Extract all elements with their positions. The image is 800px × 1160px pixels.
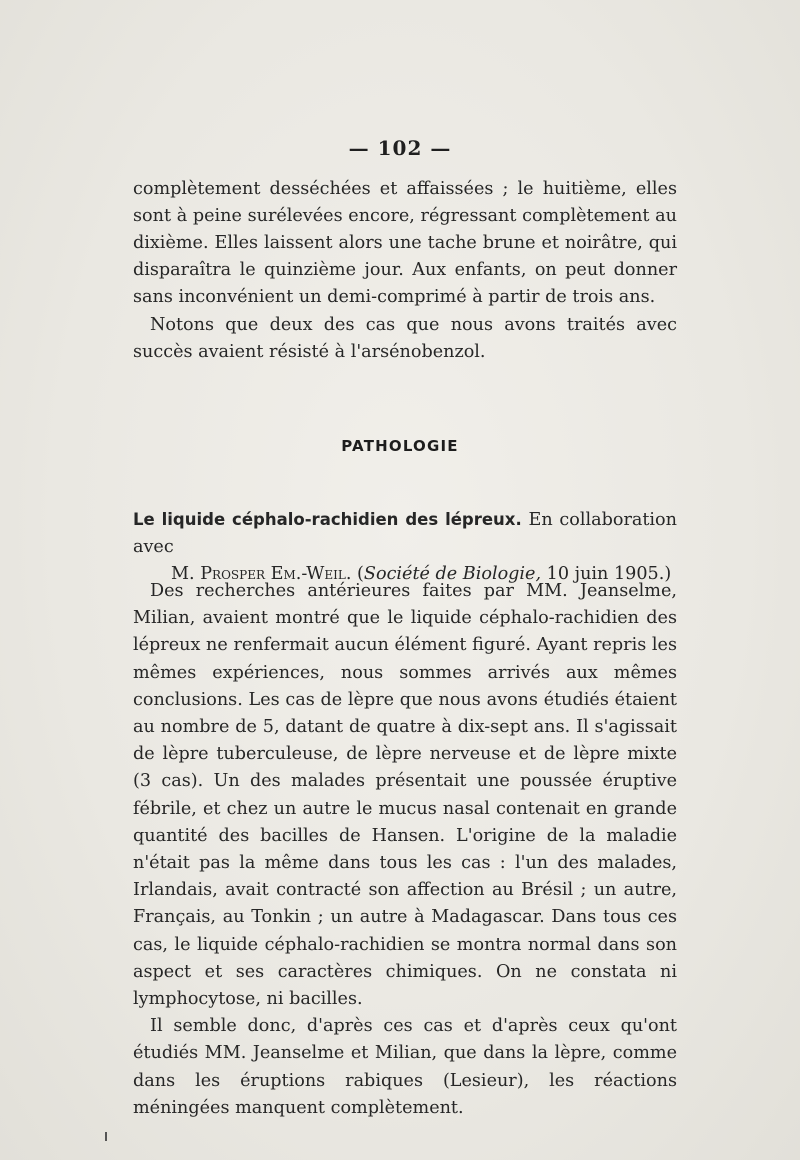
citation-header	[133, 506, 677, 588]
scan-mark	[105, 1132, 107, 1141]
citation-line-2: M. Prosper Em.-Weil. (Société de Biologie, 10 juin 1905.)	[171, 564, 672, 584]
section-heading: PATHOLOGIE	[341, 437, 459, 455]
publication-date: 10 juin 1905.)	[546, 564, 672, 584]
article-title: Le liquide céphalo-rachidien des lépreux.	[133, 510, 522, 529]
journal-name: Société de Biologie,	[363, 564, 542, 584]
page-number: — 102 —	[348, 136, 452, 160]
citation-line-1	[133, 506, 677, 561]
continuation-text	[133, 176, 677, 366]
author-name: Prosper Em.-Weil.	[200, 564, 352, 584]
paragraph: Notons que deux des cas que nous avons traités avec succès avaient résisté à l'arsénobenzol.	[133, 315, 677, 362]
paragraph: Il semble donc, d'après ces cas et d'après ceux qu'ont étudiés MM. Jeanselme et Milian, que dans la lèpre, comme dans les éruptions rabiques (Lesieur), les réactions méningées manquent complètement.	[133, 1016, 677, 1118]
paragraph: Des recherches antérieures faites par MM. Jeanselme, Milian, avaient montré que le liquide céphalo-rachidien des lépreux ne renfermait aucun élément figuré. Ayant repris les mêmes expériences, nous sommes arrivés aux mêmes conclusions. Les cas de lèpre que nous avons étudiés étaient au nombre de 5, datant de quatre à dix-sept ans. Il s'agissait de lèpre tuberculeuse, de lèpre nerveuse et de lèpre mixte (3 cas). Un des malades présentait une poussée éruptive fébrile, et chez un autre le mucus nasal contenait en grande quantité des bacilles de Hansen. L'origine de la maladie n'était pas la même dans tous les cas : l'un des malades, Irlandais, avait contracté son affection au Brésil ; un autre, Français, au Tonkin ; un autre à Madagascar. Dans tous ces cas, le liquide céphalo-rachidien se montra normal dans son aspect et ses caractères chimiques. On ne constata ni lymphocytose, ni bacilles.	[133, 581, 677, 1010]
collaboration-intro: En collaboration avec	[133, 510, 677, 557]
paragraph: complètement desséchées et affaissées ; le huitième, elles sont à peine surélevées encore, régressant complètement au dixième. Elles laissent alors une tache brune et noirâtre, qui disparaîtra le quinzième jour. Aux enfants, on peut donner sans inconvénient un demi-comprimé à partir de trois ans.	[133, 179, 677, 307]
author-prefix: M.	[171, 564, 195, 584]
article-body	[133, 578, 677, 1122]
